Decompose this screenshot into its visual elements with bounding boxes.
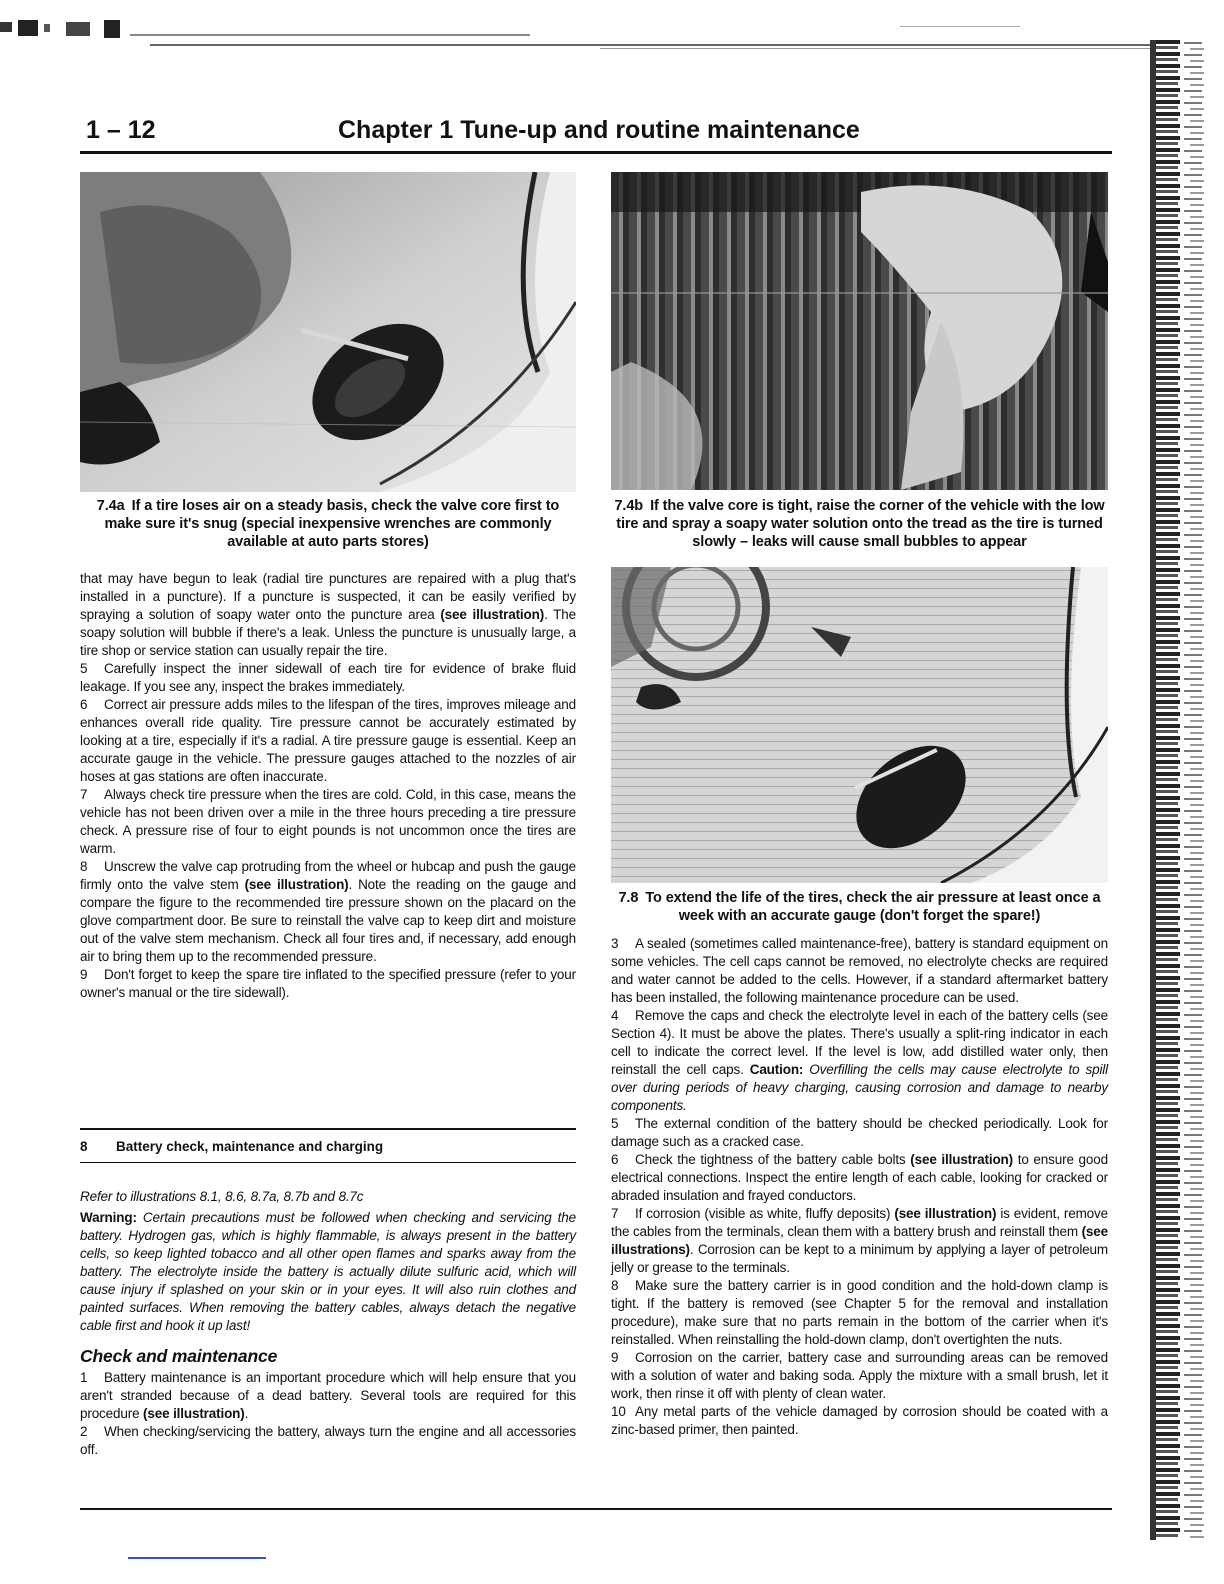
warning-label: Warning: [80, 1210, 137, 1225]
figure-caption-7-8 [611, 889, 1108, 925]
photo-tire-pressure-gauge [611, 567, 1108, 883]
paragraph-number: 8 [80, 859, 88, 874]
paragraph-6 [80, 696, 576, 786]
section-number: 8 [80, 1139, 88, 1154]
text: Check the tightness of the battery cable bolts [635, 1152, 911, 1167]
right-column-text [611, 935, 1108, 1439]
paragraph-number: 7 [80, 787, 88, 802]
paragraph-number: 6 [80, 697, 88, 712]
section-title: Battery check, maintenance and charging [116, 1139, 384, 1154]
photo-valve-core-wrench [80, 172, 576, 492]
text: . [244, 1406, 249, 1421]
warning-text: Certain precautions must be followed when checking and servicing the battery. Hydrogen gas, which is highly flammable, is always present in the battery cells, so keep lighted tobacco and all other open flames and sparks away from the battery. The electrolyte inside the battery is actually dilute sulfuric acid, which will cause injury if splashed on your skin or in your eyes. It will also ruin clothes and painted surfaces. When removing the battery cables, always detach the negative cable first and hook it up last! [80, 1210, 576, 1333]
see-illustration-ref: (see illustration) [244, 877, 349, 892]
text: Don't forget to keep the spare tire inflated to the specified pressure (refer to your owner's manual or the tire sidewall). [80, 967, 576, 1000]
text: Correct air pressure adds miles to the lifespan of the tires, improves mileage and enhances overall ride quality. Tire pressure cannot be accurately estimated by looking at a tire, especially if it's a radial. A tire pressure gauge is essential. Keep an accurate gauge in the vehicle. The pressure gauges attached to the nozzles of air hoses at gas stations are often inaccurate. [80, 697, 576, 784]
figure-number: 7.4a [96, 498, 125, 514]
warning-paragraph [80, 1209, 576, 1335]
paragraph-number: 6 [611, 1152, 619, 1167]
footer-link-underline [128, 1557, 266, 1559]
paragraph-2 [80, 1423, 576, 1459]
text: A sealed (sometimes called maintenance-free), battery is standard equipment on some vehicles. The cell caps cannot be removed, no electrolyte checks are required and water cannot be added to the cells. However, if a standard aftermarket battery has been installed, the following maintenance procedure can be used. [611, 936, 1108, 1005]
chapter-title: Chapter 1 Tune-up and routine maintenance [338, 116, 860, 144]
text: . The soapy solution will bubble if there's a leak. Unless the puncture is unusually large, a tire shop or service station can usually repair the tire. [80, 607, 576, 658]
paragraph-number: 7 [611, 1206, 619, 1221]
paragraph-6 [611, 1151, 1108, 1205]
text: . Corrosion can be kept to a minimum by applying a layer of petroleum jelly or grease to the terminals. [611, 1242, 1108, 1275]
paragraph-number: 4 [611, 1008, 619, 1023]
paragraph-5 [80, 660, 576, 696]
paragraph-9 [611, 1349, 1108, 1403]
paragraph-number: 3 [611, 936, 619, 951]
text: to ensure good electrical connections. Inspect the entire length of each cable, looking for cracked or abraded insulation and frayed conductors. [611, 1152, 1108, 1203]
subheading-check-and-maintenance: Check and maintenance [80, 1346, 278, 1366]
text: Always check tire pressure when the tires are cold. Cold, in this case, means the vehicle has not been driven over a mile in the three hours preceding a tire pressure check. A pressure rise of four to eight pounds is not uncommon once the tires are warm. [80, 787, 576, 856]
section-8-text [80, 1188, 576, 1459]
paragraph-7 [611, 1205, 1108, 1277]
text: The external condition of the battery should be checked periodically. Look for damage such as a cracked case. [611, 1116, 1108, 1149]
section-heading-8 [80, 1139, 383, 1154]
scan-artifact-top [0, 0, 1224, 70]
page-number: 1 – 12 [86, 116, 156, 144]
paragraph-8 [611, 1277, 1108, 1349]
see-illustration-ref: (see illustration) [910, 1152, 1013, 1167]
paragraph-10 [611, 1403, 1108, 1439]
text: Remove the caps and check the electrolyte level in each of the battery cells (see Section 4). It must be above the plates. There's usually a split-ring indicator in each cell to indicate the correct level. If the level is low, add distilled water only, then reinstall the cell caps. [611, 1008, 1108, 1077]
text: that may have begun to leak (radial tire punctures are repaired with a plug that's installed in a puncture). If a puncture is suspected, it can be easily verified by spraying a solution of soapy water onto the puncture area [80, 571, 576, 622]
text: Carefully inspect the inner sidewall of each tire for evidence of brake fluid leakage. If you see any, inspect the brakes immediately. [80, 661, 576, 694]
caution-text: Overfilling the cells may cause electrolyte to spill over during periods of heavy charging, causing corrosion and damage to nearby components. [611, 1062, 1108, 1113]
left-column-text [80, 570, 576, 1002]
see-illustration-ref: (see illustration) [143, 1406, 245, 1421]
section-rule-bottom [80, 1162, 576, 1163]
paragraph-number: 8 [611, 1278, 619, 1293]
caution-label: Caution: [749, 1062, 804, 1077]
see-illustrations-ref: (see illustrations) [611, 1224, 1108, 1257]
paragraph-number: 5 [80, 661, 88, 676]
text: is evident, remove the cables from the terminals, clean them with a battery brush and reinstall them [611, 1206, 1108, 1239]
paragraph-number: 1 [80, 1370, 88, 1385]
scan-artifact-right-edge [1150, 40, 1224, 1540]
figure-caption-7-4a [80, 497, 576, 551]
paragraph-number: 9 [80, 967, 88, 982]
paragraph-7 [80, 786, 576, 858]
figure-caption-text: To extend the life of the tires, check the air pressure at least once a week with an accurate gauge (don't forget the spare!) [645, 890, 1101, 924]
paragraph-number: 5 [611, 1116, 619, 1131]
figure-number: 7.8 [618, 890, 639, 906]
text: Corrosion on the carrier, battery case and surrounding areas can be removed with a solution of water and baking soda. Apply the mixture with a small brush, let it work, then rinse it off with plenty of clean water. [611, 1350, 1108, 1401]
paragraph-4 [611, 1007, 1108, 1115]
text: If corrosion (visible as white, fluffy deposits) [635, 1206, 895, 1221]
see-illustration-ref: (see illustration) [894, 1206, 997, 1221]
footer-rule [80, 1508, 1112, 1510]
text: Any metal parts of the vehicle damaged by corrosion should be coated with a zinc-based primer, then painted. [611, 1404, 1108, 1437]
paragraph-1 [80, 1369, 576, 1423]
paragraph-number: 9 [611, 1350, 619, 1365]
text: Battery maintenance is an important procedure which will help ensure that you aren't stranded because of a dead battery. Several tools are required for this procedure [80, 1370, 576, 1421]
text: When checking/servicing the battery, always turn the engine and all accessories off. [80, 1424, 576, 1457]
figure-caption-7-4b [611, 497, 1108, 551]
paragraph-9 [80, 966, 576, 1002]
photo-soapy-water-spray [611, 172, 1108, 490]
figure-caption-text: If the valve core is tight, raise the corner of the vehicle with the low tire and spray a soapy water solution onto the tread as the tire is turned slowly – leaks will cause small bubbles to appear [616, 498, 1105, 550]
text: Unscrew the valve cap protruding from the wheel or hubcap and push the gauge firmly onto the valve stem [80, 859, 576, 892]
paragraph-number: 10 [611, 1404, 626, 1419]
paragraph-number: 2 [80, 1424, 88, 1439]
paragraph-8 [80, 858, 576, 966]
paragraph-5 [611, 1115, 1108, 1151]
header-rule [80, 151, 1112, 154]
see-illustration-ref: (see illustration) [440, 607, 545, 622]
illustration-reference: Refer to illustrations 8.1, 8.6, 8.7a, 8.7b and 8.7c [80, 1189, 364, 1204]
figure-number: 7.4b [614, 498, 644, 514]
section-rule-top [80, 1128, 576, 1130]
text: Make sure the battery carrier is in good condition and the hold-down clamp is tight. If the battery is removed (see Chapter 5 for the removal and installation procedure), make sure that no parts remain in the bottom of the carrier when it's reinstalled. When reinstalling the hold-down clamp, don't overtighten the nuts. [611, 1278, 1108, 1347]
text: . Note the reading on the gauge and compare the figure to the recommended tire pressure shown on the placard on the glove compartment door. Be sure to reinstall the valve cap to keep dirt and moisture out of the valve stem mechanism. Check all four tires and, if necessary, add enough air to bring them up to the recommended pressure. [80, 877, 576, 964]
figure-caption-text: If a tire loses air on a steady basis, check the valve core first to make sure it's snug (special inexpensive wrenches are commonly available at auto parts stores) [104, 498, 560, 550]
paragraph-continued [80, 570, 576, 660]
paragraph-3 [611, 935, 1108, 1007]
